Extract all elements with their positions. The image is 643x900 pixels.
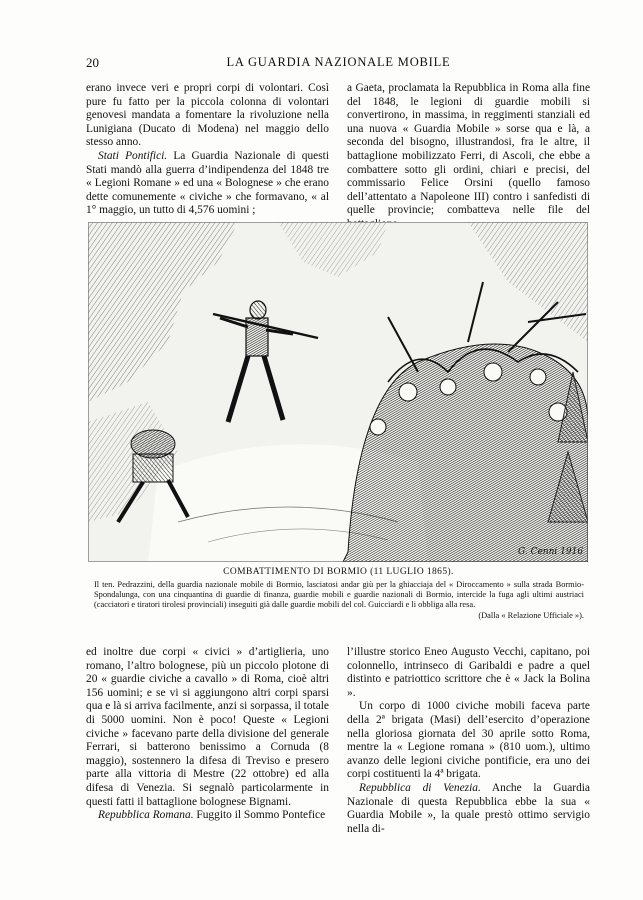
paragraph: l’illustre storico Eneo Augusto Vecchi, capitano, poi colonnello, intrinseco di Garibaldi e padre a quel distinto e patriottico scrittore che è « Jack la Bolina ». xyxy=(347,646,590,699)
section-heading: Repubblica Romana. xyxy=(98,809,194,822)
caption-source: (Dalla « Relazione Ufficiale »). xyxy=(478,610,584,620)
top-left-column xyxy=(86,82,329,218)
paragraph: ed inoltre due corpi « civici » d’artiglieria, uno romano, l’altro bolognese, più un piccolo plotone di 20 « guardie civiche a cavallo » di Roma, cioè altri 156 uomini; e se vi si aggiungono altri corpi sparsi qua e là si arriva facilmente, anzi si sorpassa, il totale di 5000 uomini. Non è poco! Queste « Legioni civiche » facevano parte della divisione del generale Ferrari, si batterono benissimo a Cornuda (8 maggio), sostennero la difesa di Treviso e presero parte alla vittoria di Mestre (22 ottobre) ed alla difesa di Venezia. Si segnalò particolarmente in questi fatti il battaglione bolognese Bignami. xyxy=(86,646,329,808)
bottom-right-column xyxy=(347,646,590,836)
figure-caption-title: COMBATTIMENTO DI BORMIO (11 LUGLIO 1865). xyxy=(223,567,454,577)
running-title: LA GUARDIA NAZIONALE MOBILE xyxy=(226,55,451,69)
bottom-left-column xyxy=(86,646,329,823)
figure-caption xyxy=(94,580,584,621)
paragraph-text: Fuggito il Sommo Pontefice xyxy=(193,809,326,822)
paragraph xyxy=(347,782,590,836)
battle-illustration xyxy=(88,222,588,562)
artist-signature: G. Cenni 1916 xyxy=(518,547,584,557)
paragraph: erano invece veri e propri corpi di volontari. Così pure fu fatto per la piccola colonna di volontari genovesi mandata a fomentare la rivoluzione nella Lunigiana (Ducato di Modena) nel maggio dello stesso anno. xyxy=(86,82,329,149)
paragraph xyxy=(86,150,329,218)
paragraph xyxy=(86,809,329,823)
caption-text: Il ten. Pedrazzini, della guardia nazionale mobile di Bormio, lasciatosi andar giù per la ghiacciaja del « Diroccamento » sulla strada Bormio-Spondalunga, con una cinquantina di guardie di finanza, guardie mobili e guardie nazionali di Bormio, intercide la fuga agli ultimi austriaci (cacciatori e tiratori tirolesi provinciali) inseguiti già dalle guardie mobili del col. Guicciardi e li obbliga alla resa. xyxy=(94,580,584,610)
top-right-column xyxy=(347,82,590,232)
paragraph-text: La Guardia Nazionale di questi Stati mandò alla guerra d’indipendenza del 1848 tre « Legioni Romane » ed una « Bolognese » che erano dette comunemente « civiche » che formavano, « al 1° maggio, un tutto di 4,576 uomini ; xyxy=(86,149,329,217)
paragraph-text: Anche la Guardia Nazionale di questa Repubblica ebbe la sua « Guardia Mobile », la quale prestò ottimo servigio nella di- xyxy=(347,781,590,835)
paragraph: a Gaeta, proclamata la Repubblica in Roma alla fine del 1848, le legioni di guardie mobili si convertirono, in massima, in reggimenti stanziali ed una nuova « Guardia Mobile » sorse qua e là, a seconda del bisogno, illustrandosi, fra le altre, il battaglione mobilizzato Ferri, di Ascoli, che ebbe a combattere sotto gli ordini, chiari e precisi, del commissario Felice Orsini (quello famoso dell’attentato a Napoleone III) contro i sanfedisti di quelle provincie; combatteva nelle file del xyxy=(347,82,590,217)
running-header xyxy=(86,55,591,71)
section-heading: Stati Pontifici. xyxy=(98,149,168,162)
page-number: 20 xyxy=(86,55,99,70)
section-heading: Repubblica di Venezia. xyxy=(359,781,481,794)
paragraph: Un corpo di 1000 civiche mobili faceva parte della 2ª brigata (Masi) dell’esercito d’operazione nella gloriosa giornata del 30 aprile sotto Roma, mentre la « Legione romana » (810 uom.), ultimo avanzo delle legioni civiche pontificie, era uno dei corpi costituenti la 4ª brigata. xyxy=(347,700,590,781)
